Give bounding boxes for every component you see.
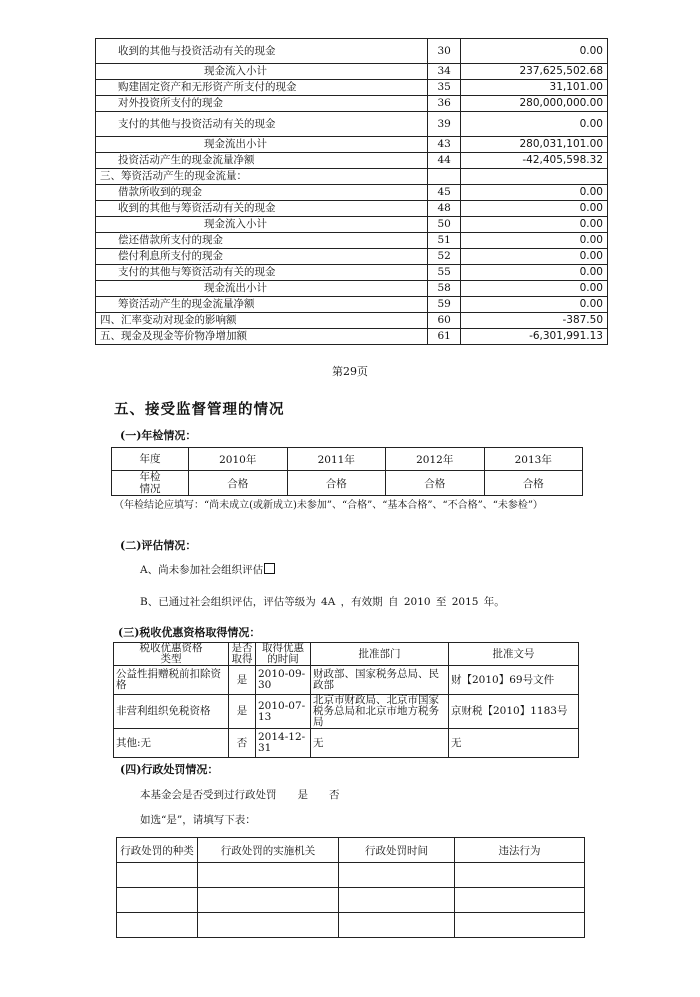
cashflow-value: -6,301,991.13 [461,329,608,345]
cashflow-row [96,169,608,185]
tax-title: (三)税收优惠资格取得情况： [118,626,261,639]
cashflow-label: 偿付利息所支付的现金 [96,249,428,265]
cashflow-row [96,233,608,249]
penalty-cell[interactable] [339,913,455,938]
result-cell: 合格 [287,471,386,496]
cashflow-row [96,201,608,217]
cashflow-label: 对外投资所支付的现金 [96,96,428,112]
penalty-title: (四)行政处罚情况： [120,763,219,776]
cashflow-label: 现金流入小计 [96,217,428,233]
cashflow-label: 投资活动产生的现金流量净额 [96,153,428,169]
tax-header: 批准部门 [311,643,449,666]
cashflow-row [96,39,608,64]
year-cell: 2013年 [484,448,583,471]
tax-cell [114,729,229,758]
cashflow-value: 31,101.00 [461,80,608,96]
annual-inspection-table [111,447,583,496]
cashflow-label: 支付的其他与投资活动有关的现金 [96,112,428,137]
cashflow-line-number: 44 [427,153,460,169]
cashflow-value: 0.00 [461,249,608,265]
result-cell: 合格 [484,471,583,496]
cashflow-line-number: 52 [427,249,460,265]
cashflow-label: 收到的其他与投资活动有关的现金 [96,39,428,64]
cashflow-line-number: 50 [427,217,460,233]
penalty-header: 违法行为 [455,838,585,863]
cashflow-row [96,64,608,80]
cashflow-line-number: 35 [427,80,460,96]
tax-cell: 非营利组织免税资格 [114,695,229,729]
cashflow-row [96,329,608,345]
cashflow-line-number: 43 [427,137,460,153]
penalty-question: 本基金会是否受到过行政处罚 是 否 [140,789,340,801]
cashflow-row [96,112,608,137]
tax-cell: 京财税【2010】1183号 [449,695,579,729]
cashflow-label: 五、现金及现金等价物净增加额 [96,329,428,345]
tax-cell: 公益性捐赠税前扣除资格 [114,666,229,695]
cashflow-label: 支付的其他与筹资活动有关的现金 [96,265,428,281]
section-title: 五、接受监督管理的情况 [114,401,285,418]
cashflow-row [96,281,608,297]
cashflow-row [96,297,608,313]
cashflow-label: 购建固定资产和无形资产所支付的现金 [96,80,428,96]
tax-header-text: 税收优惠资格类型 [139,642,203,665]
cashflow-row [96,80,608,96]
cashflow-value: 280,031,101.00 [461,137,608,153]
penalty-cell[interactable] [198,863,339,888]
result-header [112,471,189,496]
tax-cell: 2010-09-30 [256,666,311,695]
cashflow-value: -42,405,598.32 [461,153,608,169]
penalty-instruction: 如选“是”，请填写下表： [140,814,256,826]
penalty-table [116,837,585,938]
year-header: 年度 [112,448,189,471]
cashflow-label: 现金流入小计 [96,64,428,80]
cashflow-line-number: 55 [427,265,460,281]
penalty-cell[interactable] [339,863,455,888]
cashflow-row [96,249,608,265]
inspection-note: （年检结论应填写：“尚未成立(或新成立)未参加”、“合格”、“基本合格”、“不合格”、“未参检”） [114,500,543,511]
cashflow-value: 0.00 [461,112,608,137]
tax-cell: 财政部、国家税务总局、民政部 [311,666,449,695]
cashflow-value: 0.00 [461,39,608,64]
result-header-label: 年检情况 [139,471,161,495]
penalty-cell[interactable] [455,888,585,913]
cashflow-line-number: 34 [427,64,460,80]
tax-header: 取得优惠的时间 [256,643,311,666]
cashflow-line-number: 39 [427,112,460,137]
cashflow-value: 0.00 [461,233,608,249]
cashflow-value: 0.00 [461,297,608,313]
cashflow-row [96,185,608,201]
penalty-cell[interactable] [117,888,198,913]
tax-cell: 财【2010】69号文件 [449,666,579,695]
cashflow-value: -387.50 [461,313,608,329]
cashflow-row [96,137,608,153]
cashflow-label: 筹资活动产生的现金流量净额 [96,297,428,313]
tax-cell: 无 [311,729,449,758]
result-cell: 合格 [189,471,288,496]
evaluation-option-a [140,562,275,577]
cashflow-line-number: 30 [427,39,460,64]
penalty-cell[interactable] [198,913,339,938]
annual-inspection-title: (一)年检情况： [120,429,197,442]
tax-table [113,642,579,758]
cashflow-table [95,38,608,345]
penalty-header: 行政处罚时间 [339,838,455,863]
penalty-cell[interactable] [198,888,339,913]
cashflow-value: 0.00 [461,217,608,233]
cashflow-value: 0.00 [461,265,608,281]
tax-cell: 是 [229,666,256,695]
tax-header [114,643,229,666]
tax-cell: 是 [229,695,256,729]
result-cell: 合格 [386,471,485,496]
cashflow-row [96,96,608,112]
cashflow-line-number: 48 [427,201,460,217]
checkbox-icon[interactable] [264,563,275,574]
penalty-cell[interactable] [455,913,585,938]
cashflow-value: 237,625,502.68 [461,64,608,80]
cashflow-value [461,169,608,185]
cashflow-line-number: 36 [427,96,460,112]
cashflow-label: 偿还借款所支付的现金 [96,233,428,249]
cashflow-line-number: 61 [427,329,460,345]
cashflow-label: 四、汇率变动对现金的影响额 [96,313,428,329]
cashflow-line-number [427,169,460,185]
tax-cell: 2014-12-31 [256,729,311,758]
cashflow-label: 三、筹资活动产生的现金流量： [96,169,428,185]
page-number: 第29页 [332,365,368,378]
cashflow-value: 0.00 [461,201,608,217]
cashflow-line-number: 51 [427,233,460,249]
cashflow-label: 现金流出小计 [96,281,428,297]
evaluation-title: (二)评估情况： [120,539,197,552]
option-a-text: A、尚未参加社会组织评估 [140,564,264,576]
cashflow-value: 0.00 [461,185,608,201]
year-cell: 2011年 [287,448,386,471]
penalty-header: 行政处罚的种类 [117,838,198,863]
evaluation-option-b: B、已通过社会组织评估，评估等级为 4A ，有效期 自 2010 至 2015 年。 [140,596,505,608]
cashflow-label: 借款所收到的现金 [96,185,428,201]
cashflow-label: 收到的其他与筹资活动有关的现金 [96,201,428,217]
cashflow-line-number: 59 [427,297,460,313]
year-cell: 2012年 [386,448,485,471]
penalty-header: 行政处罚的实施机关 [198,838,339,863]
cashflow-row [96,313,608,329]
cashflow-line-number: 45 [427,185,460,201]
cashflow-line-number: 58 [427,281,460,297]
cashflow-label: 现金流出小计 [96,137,428,153]
year-cell: 2010年 [189,448,288,471]
tax-cell: 北京市财政局、北京市国家税务总局和北京市地方税务局 [311,695,449,729]
cashflow-row [96,153,608,169]
tax-other-text: 其他:无 [116,736,152,749]
penalty-cell[interactable] [339,888,455,913]
cashflow-value: 0.00 [461,281,608,297]
tax-cell: 否 [229,729,256,758]
cashflow-value: 280,000,000.00 [461,96,608,112]
cashflow-row [96,265,608,281]
tax-cell: 无 [449,729,579,758]
tax-cell: 2010-07-13 [256,695,311,729]
penalty-cell[interactable] [117,863,198,888]
cashflow-line-number: 60 [427,313,460,329]
penalty-cell[interactable] [455,863,585,888]
tax-header: 是否取得 [229,643,256,666]
penalty-cell[interactable] [117,913,198,938]
cashflow-row [96,217,608,233]
tax-header: 批准文号 [449,643,579,666]
